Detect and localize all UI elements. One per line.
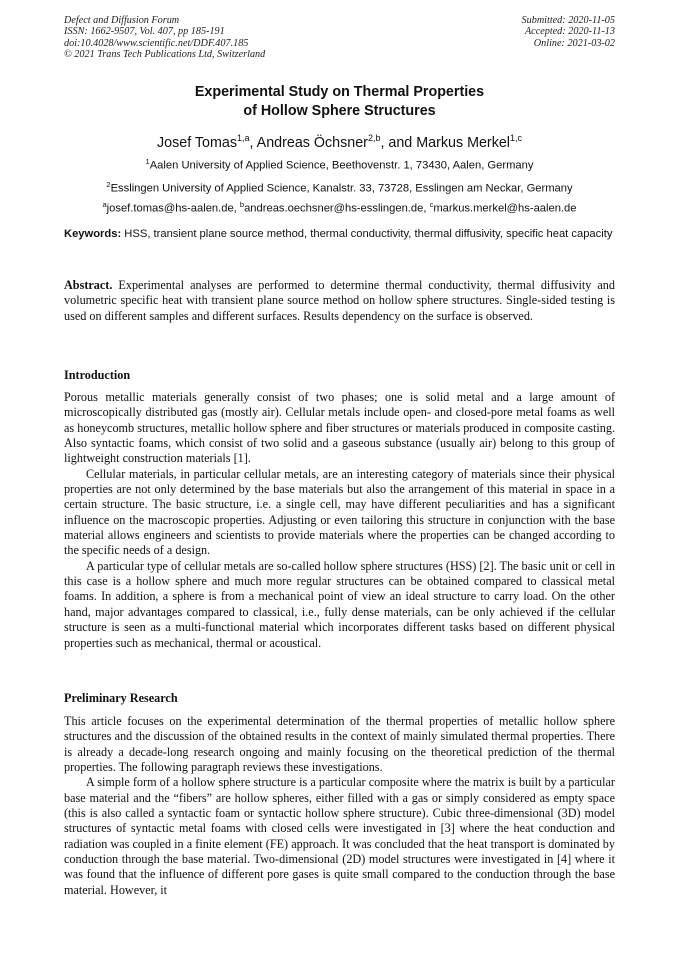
issn-line: ISSN: 1662-9507, Vol. 407, pp 185-191 <box>64 26 225 38</box>
author-2-affiliation: 2,b <box>367 133 381 143</box>
email-line <box>64 198 615 216</box>
abstract-text: Experimental analyses are performed to determine thermal conductivity, thermal diffusivity and volumetric specific heat with transient plane source method on hollow sphere structures. Single-sided testing is used on different samples and different surfaces. Results dependency on the surface is observed. <box>64 278 615 323</box>
email-c: markus.merkel@hs-aalen.de <box>433 202 577 215</box>
affiliation-1-marker: 1 <box>145 157 150 166</box>
email-c-marker: c <box>429 200 434 209</box>
author-list <box>64 129 615 152</box>
email-b: andreas.oechsner@hs-esslingen.de, <box>244 202 430 215</box>
preliminary-research-heading: Preliminary Research <box>64 691 178 705</box>
keywords-text: HSS, transient plane source method, thermal conductivity, thermal diffusivity, specific heat capacity <box>121 228 613 240</box>
introduction-paragraph-3: A particular type of cellular metals are so-called hollow sphere structures (HSS) [2]. The basic unit or cell in this case is a hollow sphere and much more regular structures can be obtained compared to classical metal foams. In addition, a sphere is from a mechanical point of view an ideal structure to carry load. On the other hand, major advantages compared to classical, i.e., fully dense materials, can be only achieved if the cellular structure is seen as a multi-functional material which incorporates different tasks based on different physical properties such as mechanical, thermal or acoustical. <box>64 558 615 650</box>
keywords-label: Keywords: <box>64 228 122 240</box>
preliminary-research-body <box>64 714 615 898</box>
title-line-2: of Hollow Sphere Structures <box>243 102 436 119</box>
author-2: Andreas Öchsner <box>256 134 368 151</box>
introduction-paragraph-2: Cellular materials, in particular cellular metals, are an interesting category of materials since their physical properties are not only determined by the base materials but also the arrangement of this material in space in a certain structure. The basic structure, i.e. a single cell, may have different peculiarities and has a significant influence on the macroscopic properties. Adjusting or even tailoring this structure in conjunction with the base material allows engineers and scientists to provide materials where the properties can be changed according to the specific needs of a design. <box>64 466 615 558</box>
accepted-date: Accepted: 2020-11-13 <box>524 26 615 38</box>
affiliation-1-text: Aalen University of Applied Science, Beethovenstr. 1, 73430, Aalen, Germany <box>149 159 534 172</box>
preliminary-paragraph-1: This article focuses on the experimental determination of the thermal properties of metallic hollow sphere structures and the discussion of the obtained results in the context of mainly simulated thermal properties. There is already a decade-long research ongoing and mainly focusing on the theoretical prediction of the thermal properties. The following paragraph reviews these investigations. <box>64 714 615 775</box>
author-3-affiliation: 1,c <box>509 133 522 143</box>
email-a-marker: a <box>102 200 107 209</box>
journal-header <box>64 15 364 61</box>
doi-line: doi:10.4028/www.scientific.net/DDF.407.185 <box>64 37 249 49</box>
copyright-line: © 2021 Trans Tech Publications Ltd, Switzerland <box>64 49 266 61</box>
email-a: josef.tomas@hs-aalen.de, <box>106 202 240 215</box>
introduction-heading: Introduction <box>64 368 131 382</box>
dates-header <box>415 15 615 49</box>
keywords <box>64 227 615 242</box>
paper-title <box>64 83 615 120</box>
introduction-body <box>64 390 615 651</box>
introduction-paragraph-1: Porous metallic materials generally consist of two phases; one is solid metal and a large amount of microscopically distributed gas (mostly air). Cellular metals include open- and closed-pore metal foams as well as honeycomb structures, metallic hollow sphere and fiber structures or materials produced in composite casting. Also syntactic foams, which consist of two solid and a gaseous substance (usually air) belong to this group of lightweight construction materials [1]. <box>64 390 615 466</box>
author-1: Josef Tomas <box>157 134 237 151</box>
title-line-1: Experimental Study on Thermal Properties <box>194 84 485 100</box>
author-separator: , and <box>380 134 417 151</box>
abstract-label: Abstract. <box>64 278 113 292</box>
online-date: Online: 2021-03-02 <box>533 37 615 49</box>
affiliation-1 <box>64 155 615 173</box>
journal-name: Defect and Diffusion Forum <box>64 15 180 26</box>
email-b-marker: b <box>239 200 245 209</box>
preliminary-paragraph-2: A simple form of a hollow sphere structure is a particular composite where the matrix is built by a particular base material and the “fibers” are hollow spheres, either filled with a gas or simply considered as empty space (this is also called a syntactic foam or syntactic hollow sphere structure). Cubic three-dimensional (3D) model structures of syntactic metal foams with closed cells were investigated in [3] where the heat conduction and radiation was coupled in a finite element (FE) approach. It was concluded that the heat transport is dominated by conduction through the base material. Two-dimensional (2D) model structures were investigated in [4] where it was found that the influence of different pore gases is quite small compared to the conduction through the base material. However, it <box>64 775 615 897</box>
author-1-affiliation: 1,a <box>237 133 250 143</box>
author-separator: , <box>249 134 257 151</box>
abstract <box>64 278 615 324</box>
affiliation-2 <box>64 178 615 196</box>
submitted-date: Submitted: 2020-11-05 <box>521 15 615 26</box>
affiliation-2-marker: 2 <box>106 180 111 189</box>
affiliation-2-text: Esslingen University of Applied Science, Kanalstr. 33, 73728, Esslingen am Neckar, Germany <box>110 182 573 195</box>
author-3: Markus Merkel <box>416 134 510 151</box>
